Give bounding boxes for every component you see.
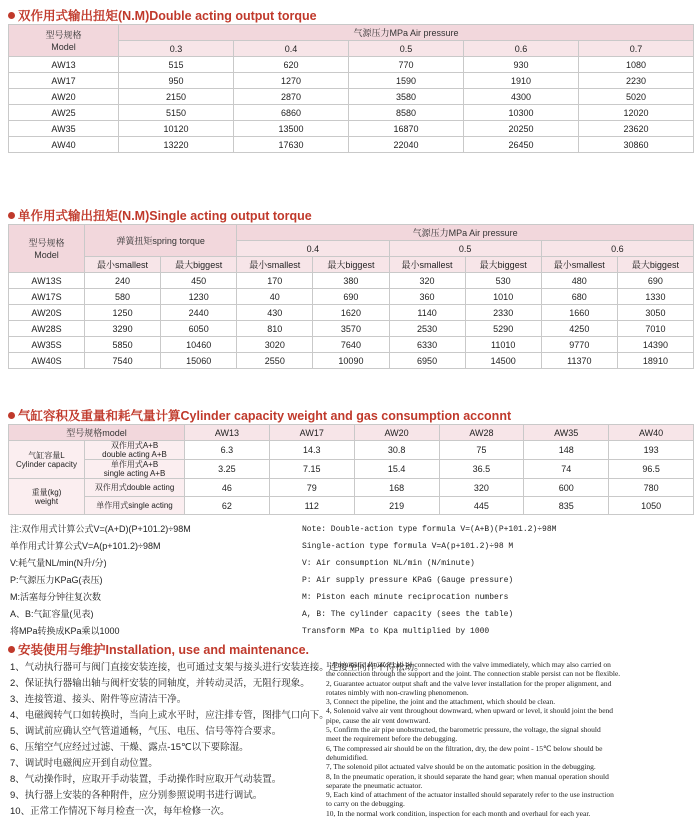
value-cell: 515 — [119, 57, 234, 73]
note-line: Single-action type formula V=A(p+101.2)÷98 M — [302, 542, 514, 551]
value-cell: 20250 — [464, 121, 579, 137]
value-cell: 219 — [354, 497, 439, 515]
value-cell: 96.5 — [609, 460, 694, 479]
instruction-line: 2、保证执行器输出轴与阀杆安装的同轴度，并转动灵活，无阻行现象。 — [10, 678, 310, 689]
value-cell: 11010 — [465, 337, 541, 353]
single-acting-label: 单作用式A+B single acting A+B — [85, 460, 185, 479]
value-cell: 450 — [161, 273, 237, 289]
value-cell: 2150 — [119, 89, 234, 105]
value-cell: 7640 — [313, 337, 389, 353]
value-cell: 112 — [269, 497, 354, 515]
bullet-icon — [8, 646, 15, 653]
weight-label: 重量(kg) weight — [9, 479, 85, 515]
table-row — [9, 105, 694, 121]
value-cell: 580 — [85, 289, 161, 305]
value-cell: 12020 — [579, 105, 694, 121]
model-cell: AW13 — [9, 57, 119, 73]
instruction-line: dehumidified. — [326, 752, 368, 762]
value-cell: 168 — [354, 479, 439, 497]
weight-single-label: 单作用式single acting — [85, 497, 185, 515]
model-cell: AW20 — [354, 425, 439, 441]
table-row — [9, 273, 694, 289]
instruction-line: 10、正常工作情况下每月检查一次，每年检修一次。 — [10, 806, 230, 817]
model-cell: AW40S — [9, 353, 85, 369]
value-cell: 23620 — [579, 121, 694, 137]
max-label: 最大biggest — [313, 257, 389, 273]
min-label: 最小smallest — [85, 257, 161, 273]
table-row — [9, 73, 694, 89]
min-max-row — [9, 257, 694, 273]
model-cell: AW35 — [9, 121, 119, 137]
value-cell: 2550 — [237, 353, 313, 369]
note-line: M:活塞每分钟往复次数 — [10, 592, 101, 602]
weight-double-label: 双作用式double acting — [85, 479, 185, 497]
value-cell: 1050 — [609, 497, 694, 515]
max-label: 最大biggest — [617, 257, 693, 273]
value-cell: 320 — [389, 273, 465, 289]
value-cell: 3050 — [617, 305, 693, 321]
value-cell: 7010 — [617, 321, 693, 337]
model-cell: AW17 — [9, 73, 119, 89]
value-cell: 6330 — [389, 337, 465, 353]
note-line: 将MPa转换成KPa乘以1000 — [10, 626, 120, 636]
double-acting-table — [8, 24, 694, 153]
capacity-label: 气缸容量L Cylinder capacity — [9, 441, 85, 479]
value-cell: 3.25 — [185, 460, 270, 479]
value-cell: 148 — [524, 441, 609, 460]
model-cell: AW35S — [9, 337, 85, 353]
value-cell: 16870 — [349, 121, 464, 137]
table-row — [9, 353, 694, 369]
bullet-icon — [8, 212, 15, 219]
value-cell: 1590 — [349, 73, 464, 89]
value-cell: 7540 — [85, 353, 161, 369]
value-cell: 11370 — [541, 353, 617, 369]
value-cell: 3580 — [349, 89, 464, 105]
value-cell: 445 — [439, 497, 524, 515]
table-row — [9, 305, 694, 321]
model-cell: AW28 — [439, 425, 524, 441]
instruction-line: 10, In the normal work condition, inspection for each month and overhaul for each year. — [326, 808, 591, 818]
pressure-header: 气源压力MPa Air pressure — [237, 225, 694, 241]
bullet-icon — [8, 412, 15, 419]
value-cell: 930 — [464, 57, 579, 73]
value-cell: 9770 — [541, 337, 617, 353]
value-cell: 5150 — [119, 105, 234, 121]
value-cell: 5290 — [465, 321, 541, 337]
installation-steps-en — [326, 660, 694, 818]
value-cell: 3020 — [237, 337, 313, 353]
table-row — [9, 121, 694, 137]
value-cell: 6950 — [389, 353, 465, 369]
pressure-cell: 0.4 — [237, 241, 389, 257]
instruction-line: to carry on the debugging. — [326, 799, 405, 809]
note-line: 单作用式计算公式V=A(p+101.2)÷98M — [10, 541, 161, 551]
pressure-cell: 0.5 — [349, 41, 464, 57]
value-cell: 13220 — [119, 137, 234, 153]
value-cell: 5020 — [579, 89, 694, 105]
value-cell: 4250 — [541, 321, 617, 337]
value-cell: 4300 — [464, 89, 579, 105]
value-cell: 18910 — [617, 353, 693, 369]
min-label: 最小smallest — [541, 257, 617, 273]
min-label: 最小smallest — [237, 257, 313, 273]
value-cell: 3570 — [313, 321, 389, 337]
value-cell: 13500 — [234, 121, 349, 137]
value-cell: 810 — [237, 321, 313, 337]
min-label: 最小smallest — [389, 257, 465, 273]
value-cell: 6.3 — [185, 441, 270, 460]
value-cell: 193 — [609, 441, 694, 460]
value-cell: 14.3 — [269, 441, 354, 460]
max-label: 最大biggest — [161, 257, 237, 273]
model-header: 型号规格 Model — [9, 25, 119, 57]
value-cell: 46 — [185, 479, 270, 497]
pressure-cell: 0.6 — [541, 241, 693, 257]
value-cell: 15060 — [161, 353, 237, 369]
value-cell: 1660 — [541, 305, 617, 321]
value-cell: 680 — [541, 289, 617, 305]
formula-notes-en — [302, 521, 692, 640]
instruction-line: 8、气动操作时，应取开手动装置，手动操作时应取开气动装置。 — [10, 774, 282, 785]
instruction-line: 3, Connect the pipeline, the joint and the attachment, which should be clean. — [326, 697, 556, 707]
value-cell: 430 — [237, 305, 313, 321]
value-cell: 5850 — [85, 337, 161, 353]
value-cell: 600 — [524, 479, 609, 497]
value-cell: 26450 — [464, 137, 579, 153]
cylinder-capacity-table — [8, 424, 694, 515]
instruction-line: 3、连接管道、接头、附件等应清洁干净。 — [10, 694, 187, 705]
instruction-line: 9、执行器上安装的各种附件，应分别参照说明书进行调试。 — [10, 790, 263, 801]
value-cell: 30.8 — [354, 441, 439, 460]
instruction-line: meet the requirement before the debugging. — [326, 734, 458, 744]
value-cell: 480 — [541, 273, 617, 289]
instruction-line: 2, Guarantee actuator output shaft and the valve lever installation for the proper alignment, and — [326, 678, 612, 688]
model-cell: AW25 — [9, 105, 119, 121]
table-row — [9, 57, 694, 73]
value-cell: 79 — [269, 479, 354, 497]
instruction-line: 4、电磁阀转气口如转换时，当向上或水平时，应注排专管，图排气口向下。 — [10, 710, 329, 721]
single-acting-table — [8, 224, 694, 369]
value-cell: 7.15 — [269, 460, 354, 479]
model-header: 型号规格 Model — [9, 225, 85, 273]
value-cell: 6050 — [161, 321, 237, 337]
value-cell: 690 — [617, 273, 693, 289]
value-cell: 835 — [524, 497, 609, 515]
value-cell: 14500 — [465, 353, 541, 369]
value-cell: 950 — [119, 73, 234, 89]
value-cell: 30860 — [579, 137, 694, 153]
value-cell: 36.5 — [439, 460, 524, 479]
value-cell: 6860 — [234, 105, 349, 121]
value-cell: 1140 — [389, 305, 465, 321]
instruction-line: 7, The solenoid pilot actuated valve should be on the automatic position in the debugging. — [326, 762, 596, 772]
model-cell: AW13S — [9, 273, 85, 289]
value-cell: 62 — [185, 497, 270, 515]
table-row — [9, 289, 694, 305]
section-title-single-acting: 单作用式输出扭矩(N.M)Single acting output torque — [8, 206, 312, 224]
value-cell: 2870 — [234, 89, 349, 105]
double-acting-label: 双作用式A+B double acting A+B — [85, 441, 185, 460]
note-line: M: Piston each minute reciprocation numbers — [302, 593, 509, 602]
value-cell: 10090 — [313, 353, 389, 369]
model-cell: AW35 — [524, 425, 609, 441]
value-cell: 14390 — [617, 337, 693, 353]
instruction-line: 9, Each kind of attachment of the actuator installed should separately refer to the use instruction — [326, 790, 614, 800]
section-title-double-acting: 双作用式输出扭矩(N.M)Double acting output torque — [8, 6, 317, 24]
model-header: 型号规格model — [9, 425, 185, 441]
value-cell: 320 — [439, 479, 524, 497]
value-cell: 170 — [237, 273, 313, 289]
instruction-line: the connection through the support and the joint. The connection stable persist can not be flexible. — [326, 669, 621, 679]
value-cell: 1230 — [161, 289, 237, 305]
instruction-line: 4, Solenoid valve air vent throughout downward, when upward or level, it should joint the bend — [326, 706, 614, 716]
instruction-line: 1, Pneumatic actuator can be connected with the valve immediately, which may also carried on — [326, 660, 611, 669]
value-cell: 3290 — [85, 321, 161, 337]
value-cell: 380 — [313, 273, 389, 289]
spring-torque-header: 弹簧扭矩spring torque — [85, 225, 237, 257]
instruction-line: 8, In the pneumatic operation, it should separate the hand gear; when manual operation should — [326, 771, 609, 781]
model-cell: AW13 — [185, 425, 270, 441]
instruction-line: 6, The compressed air should be on the filtration, dry, the dew point - 15℃ below should be — [326, 743, 603, 753]
instruction-line: 1、气动执行器可与阀门直接安装连接，也可通过支架与接头进行安装连接。连接至同作不得松动。 — [10, 662, 424, 673]
value-cell: 2440 — [161, 305, 237, 321]
formula-notes-cn — [10, 521, 290, 640]
model-cell: AW20 — [9, 89, 119, 105]
value-cell: 10300 — [464, 105, 579, 121]
value-cell: 75 — [439, 441, 524, 460]
value-cell: 1330 — [617, 289, 693, 305]
value-cell: 17630 — [234, 137, 349, 153]
instruction-line: 5、调试前应确认空气管道通畅，气压、电压、信号等符合要求。 — [10, 726, 282, 737]
value-cell: 2530 — [389, 321, 465, 337]
value-cell: 1620 — [313, 305, 389, 321]
value-cell: 22040 — [349, 137, 464, 153]
model-cell: AW20S — [9, 305, 85, 321]
value-cell: 74 — [524, 460, 609, 479]
note-line: V:耗气量NL/min(N升/分) — [10, 558, 107, 568]
pressure-cell: 0.3 — [119, 41, 234, 57]
instruction-line: 7、调试时电磁阀应开到自动位置。 — [10, 758, 158, 769]
value-cell: 1010 — [465, 289, 541, 305]
section-title-cylinder-capacity: 气缸容积及重量和耗气量计算Cylinder capacity weight and gas consumption acconnt — [8, 406, 511, 424]
value-cell: 2230 — [579, 73, 694, 89]
note-line: 注:双作用式计算公式V=(A+D)(P+101.2)÷98M — [10, 524, 191, 534]
value-cell: 1250 — [85, 305, 161, 321]
note-line: P: Air supply pressure KPaG (Gauge pressure) — [302, 576, 514, 585]
model-cell: AW17 — [269, 425, 354, 441]
max-label: 最大biggest — [465, 257, 541, 273]
instruction-line: rotates nimbly with non-crawling phenomenon. — [326, 687, 469, 697]
model-cell: AW40 — [9, 137, 119, 153]
value-cell: 8580 — [349, 105, 464, 121]
model-cell: AW40 — [609, 425, 694, 441]
value-cell: 1080 — [579, 57, 694, 73]
table-row — [9, 137, 694, 153]
pressure-cell: 0.6 — [464, 41, 579, 57]
instruction-line: pipe, cause the air vent downward. — [326, 715, 431, 725]
value-cell: 15.4 — [354, 460, 439, 479]
note-line: V: Air consumption NL/min (N/minute) — [302, 559, 475, 568]
value-cell: 1270 — [234, 73, 349, 89]
note-line: Note: Double-action type formula V=(A+B)(P+101.2)÷98M — [302, 525, 557, 534]
bullet-icon — [8, 12, 15, 19]
model-cell: AW28S — [9, 321, 85, 337]
table-row — [9, 337, 694, 353]
value-cell: 620 — [234, 57, 349, 73]
instruction-line: separate the pneumatic actuator. — [326, 780, 423, 790]
value-cell: 10460 — [161, 337, 237, 353]
value-cell: 690 — [313, 289, 389, 305]
value-cell: 360 — [389, 289, 465, 305]
model-cell: AW17S — [9, 289, 85, 305]
pressure-cell: 0.7 — [579, 41, 694, 57]
value-cell: 10120 — [119, 121, 234, 137]
value-cell: 530 — [465, 273, 541, 289]
instruction-line: 5, Confirm the air pipe unobstructed, the barometric pressure, the voltage, the signal should — [326, 725, 601, 735]
value-cell: 40 — [237, 289, 313, 305]
value-cell: 240 — [85, 273, 161, 289]
value-cell: 780 — [609, 479, 694, 497]
instruction-line: 6、压缩空气应经过过滤、干燥、露点-15℃以下要除湿。 — [10, 742, 249, 753]
pressure-cell: 0.4 — [234, 41, 349, 57]
note-line: P:气源压力KPaG(表压) — [10, 575, 103, 585]
note-line: A、B:气缸容量(见表) — [10, 609, 94, 619]
value-cell: 770 — [349, 57, 464, 73]
pressure-cell: 0.5 — [389, 241, 541, 257]
table-row — [9, 321, 694, 337]
value-cell: 2330 — [465, 305, 541, 321]
note-line: Transform MPa to Kpa multiplied by 1000 — [302, 627, 490, 636]
note-line: A, B: The cylinder capacity (sees the table) — [302, 610, 514, 619]
value-cell: 1910 — [464, 73, 579, 89]
section-title-installation: 安装使用与维护Installation, use and maintenance. — [8, 640, 309, 658]
pressure-header: 气源压力MPa Air pressure — [119, 25, 694, 41]
table-row — [9, 89, 694, 105]
